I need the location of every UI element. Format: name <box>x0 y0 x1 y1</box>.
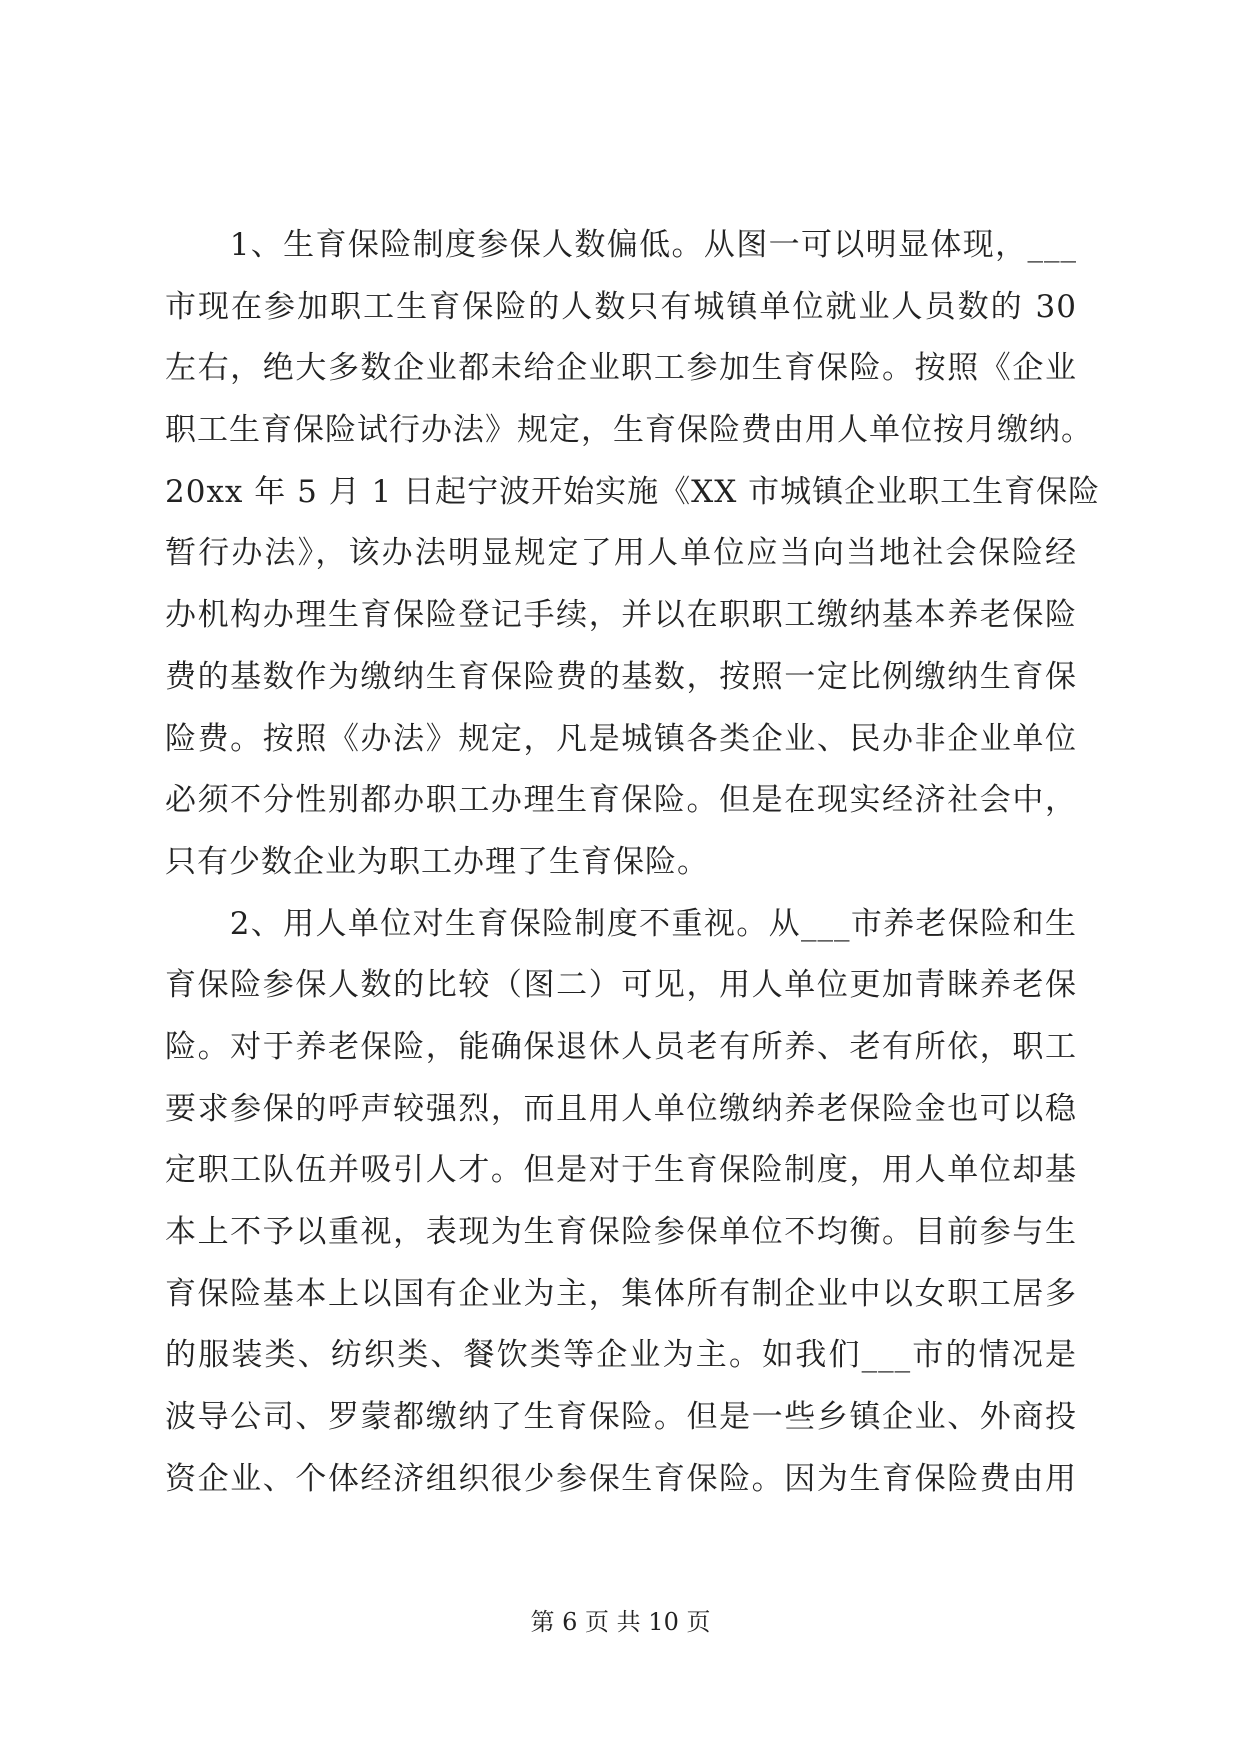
text-line: 2、用人单位对生育保险制度不重视。从___市养老保险和生 <box>165 905 1077 942</box>
text-line: 20xx 年 5 月 1 日起宁波开始实施《XX 市城镇企业职工生育保险 <box>165 473 1101 510</box>
text-line: 育保险基本上以国有企业为主，集体所有制企业中以女职工居多 <box>165 1275 1077 1312</box>
text-line: 波导公司、罗蒙都缴纳了生育保险。但是一些乡镇企业、外商投 <box>165 1399 1077 1436</box>
page-footer: 第 6 页 共 10 页 <box>530 1608 711 1636</box>
text-line: 左右，绝大多数企业都未给企业职工参加生育保险。按照《企业 <box>165 350 1077 387</box>
text-line: 1、生育保险制度参保人数偏低。从图一可以明显体现，___ <box>165 227 1077 263</box>
text-line: 办机构办理生育保险登记手续，并以在职职工缴纳基本养老保险 <box>165 597 1077 634</box>
text-line: 的服装类、纺织类、餐饮类等企业为主。如我们___市的情况是 <box>165 1337 1077 1374</box>
text-line: 必须不分性别都办职工办理生育保险。但是在现实经济社会中， <box>165 782 1077 819</box>
text-line: 市现在参加职工生育保险的人数只有城镇单位就业人员数的 30 <box>165 288 1077 325</box>
text-line: 要求参保的呼声较强烈，而且用人单位缴纳养老保险金也可以稳 <box>165 1090 1077 1127</box>
body-text <box>165 225 1101 1520</box>
text-line: 费的基数作为缴纳生育保险费的基数，按照一定比例缴纳生育保 <box>165 658 1077 695</box>
text-line: 育保险参保人数的比较（图二）可见，用人单位更加青睐养老保 <box>165 967 1077 1004</box>
text-line: 定职工队伍并吸引人才。但是对于生育保险制度，用人单位却基 <box>165 1152 1077 1189</box>
text-line: 职工生育保险试行办法》规定，生育保险费由用人单位按月缴纳。 <box>165 412 1093 449</box>
text-line: 险费。按照《办法》规定，凡是城镇各类企业、民办非企业单位 <box>165 720 1077 757</box>
text-line: 本上不予以重视，表现为生育保险参保单位不均衡。目前参与生 <box>165 1214 1077 1250</box>
text-line: 暂行办法》，该办法明显规定了用人单位应当向当地社会保险经 <box>165 535 1077 572</box>
text-line: 资企业、个体经济组织很少参保生育保险。因为生育保险费由用 <box>165 1460 1077 1497</box>
text-line: 只有少数企业为职工办理了生育保险。 <box>165 843 709 880</box>
text-line: 险。对于养老保险，能确保退休人员老有所养、老有所依，职工 <box>165 1028 1077 1065</box>
